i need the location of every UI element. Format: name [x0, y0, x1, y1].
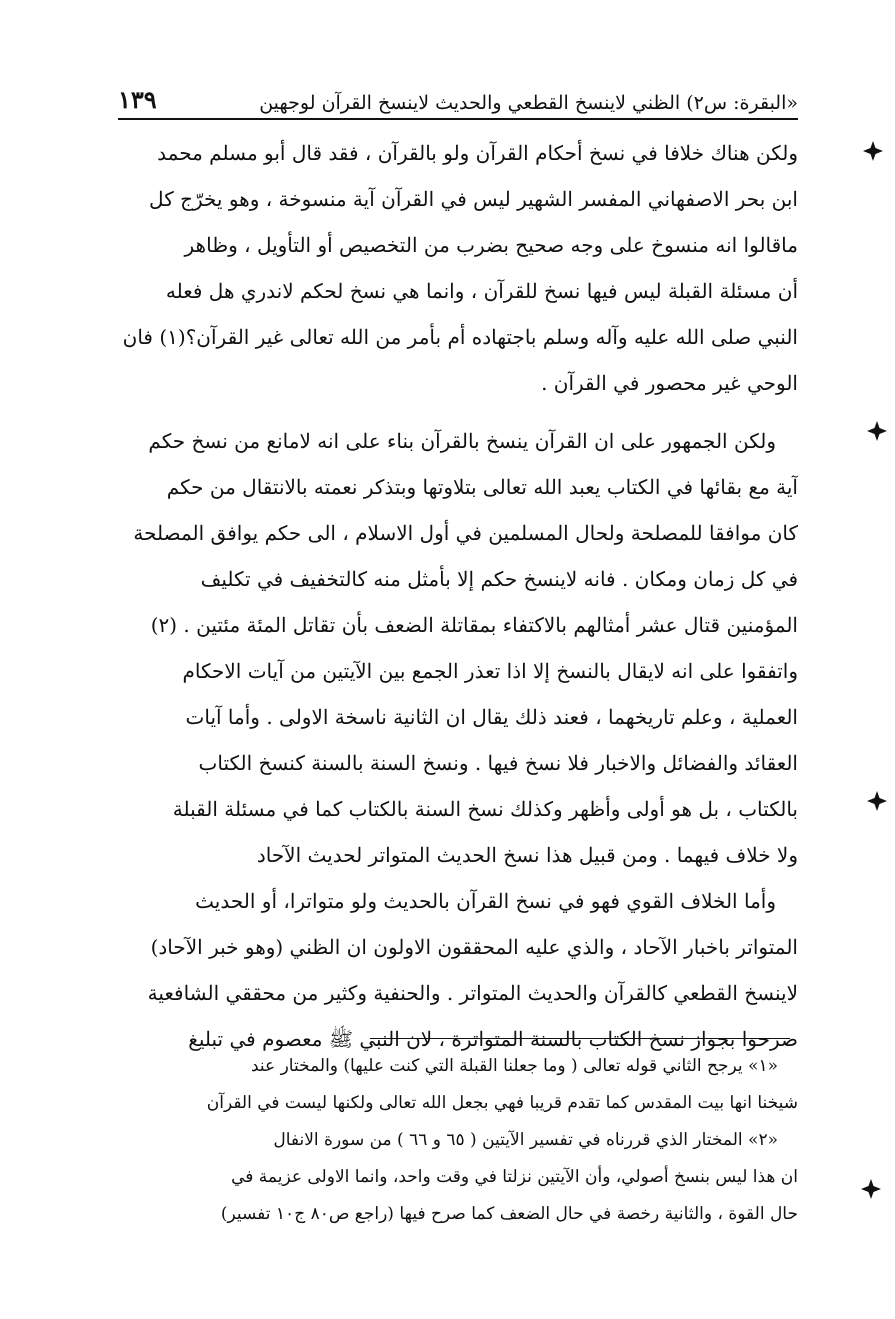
- text-line: العملية ، وعلم تاريخهما ، فعند ذلك يقال ان الثانية ناسخة الاولى . وأما آيات: [185, 705, 798, 729]
- text-line: ماقالوا انه منسوخ على وجه صحيح بضرب من التخصيص أو التأويل ، وظاهر: [184, 233, 798, 257]
- text-line: ولكن الجمهور على ان القرآن ينسخ بالقرآن بناء على انه لامانع من نسخ حكم: [148, 429, 776, 453]
- paragraph-gap: [118, 406, 798, 418]
- star-ornament-icon: [862, 140, 884, 162]
- page-number: ١٣٩: [118, 85, 157, 114]
- text-line: آية مع بقائها في الكتاب يعبد الله تعالى بتلاوتها وبتذكر نعمته بالانتقال من حكم: [166, 475, 798, 499]
- text-line: ابن بحر الاصفهاني المفسر الشهير ليس في القرآن آية منسوخة ، وهو يخرّج كل: [149, 187, 798, 211]
- text-line: النبي صلى الله عليه وآله وسلم باجتهاده أم بأمر من الله تعالى غير القرآن؟(١) فان: [122, 325, 798, 349]
- star-ornament-icon: [866, 420, 888, 442]
- running-header: [118, 70, 798, 114]
- text-line: ولكن هناك خلافا في نسخ أحكام القرآن ولو بالقرآن ، فقد قال أبو مسلم محمد: [157, 141, 798, 165]
- text-line: أن مسئلة القبلة ليس فيها نسخ للقرآن ، وانما هي نسخ لحكم لاندري هل فعله: [165, 279, 798, 303]
- body-text: [118, 130, 798, 1062]
- footnote-line: شيخنا انها بيت المقدس كما تقدم قريبا فهي بجعل الله تعالى ولكنها ليست في القرآن: [206, 1093, 798, 1113]
- header-title: «البقرة: س٢) الظني لاينسخ القطعي والحديث لاينسخ القرآن لوجهين: [259, 92, 798, 114]
- footnote-line: حال القوة ، والثانية رخصة في حال الضعف كما صرح فيها (راجع ص٨٠ ج١٠ تفسير): [220, 1204, 798, 1224]
- star-ornament-icon: [860, 1178, 882, 1200]
- text-line: ولا خلاف فيهما . ومن قبيل هذا نسخ الحديث المتواتر لحديث الآحاد: [256, 843, 798, 867]
- text-line: المؤمنين قتال عشر أمثالهم بالاكتفاء بمقاتلة الضعف بأن تقاتل المئة مئتين . (٢): [150, 613, 798, 637]
- text-line: لاينسخ القطعي كالقرآن والحديث المتواتر . والحنفية وكثير من محققي الشافعية: [147, 981, 798, 1005]
- footnotes: [118, 1048, 798, 1233]
- footnote-line: ان هذا ليس بنسخ أصولي، وأن الآيتين نزلتا في وقت واحد، وانما الاولى عزيمة في: [231, 1167, 798, 1187]
- text-line: الوحي غير محصور في القرآن .: [541, 371, 798, 395]
- text-line: كان موافقا للمصلحة ولحال المسلمين في أول الاسلام ، الى حكم يوافق المصلحة: [133, 521, 798, 545]
- text-line: المتواتر باخبار الآحاد ، والذي عليه المحققون الاولون ان الظني (وهو خبر الآحاد): [150, 935, 798, 959]
- text-line: بالكتاب ، بل هو أولى وأظهر وكذلك نسخ السنة بالكتاب كما في مسئلة القبلة: [172, 797, 798, 821]
- text-line: في كل زمان ومكان . فانه لاينسخ حكم إلا بأمثل منه كالتخفيف في تكليف: [200, 567, 798, 591]
- header-rule: [118, 118, 798, 120]
- text-line: وأما الخلاف القوي فهو في نسخ القرآن بالحديث ولو متواترا، أو الحديث: [195, 889, 776, 913]
- footnote-line: «١» يرجح الثاني قوله تعالى ( وما جعلنا القبلة التي كنت عليها) والمختار عند: [250, 1056, 778, 1076]
- text-line: واتفقوا على انه لايقال بالنسخ إلا اذا تعذر الجمع بين الآيتين من آيات الاحكام: [182, 659, 798, 683]
- footnote-line: «٢» المختار الذي قررناه في تفسير الآيتين ( ٦٥ و ٦٦ ) من سورة الانفال: [273, 1130, 778, 1150]
- footnote-rule: [370, 1038, 790, 1039]
- text-line: صرحوا بجواز نسخ الكتاب بالسنة المتواترة ، لان النبي ﷺ معصوم في تبليغ: [188, 1027, 798, 1051]
- text-line: العقائد والفضائل والاخبار فلا نسخ فيها . ونسخ السنة بالسنة كنسخ الكتاب: [198, 751, 798, 775]
- star-ornament-icon: [866, 790, 888, 812]
